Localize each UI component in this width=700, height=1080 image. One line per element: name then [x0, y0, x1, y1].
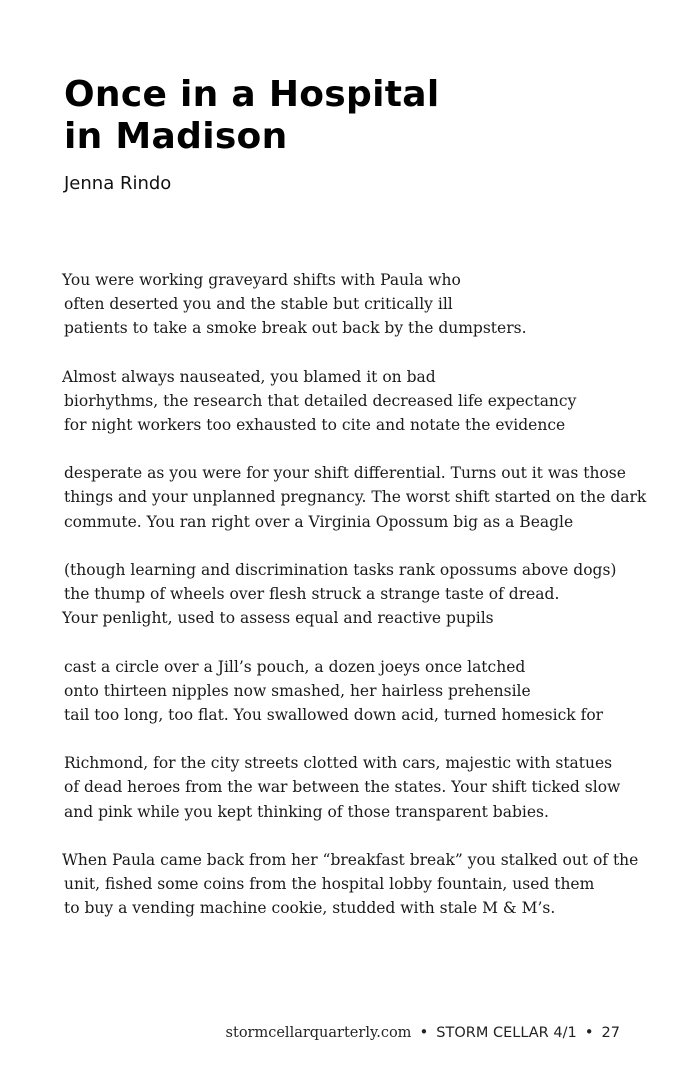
- stanza: [62, 655, 662, 727]
- stanza: [62, 365, 662, 437]
- poem-line: of dead heroes from the war between the states. Your shift ticked slow: [64, 778, 621, 797]
- poem-line: patients to take a smoke break out back by the dumpsters.: [64, 319, 527, 338]
- stanza: [62, 558, 662, 630]
- page-number: 27: [601, 1025, 620, 1041]
- poem-line: desperate as you were for your shift differential. Turns out it was those: [64, 464, 626, 483]
- poem-title: [64, 74, 624, 158]
- page-footer: [226, 1022, 620, 1043]
- footer-separator: •: [584, 1023, 594, 1041]
- poem-line: for night workers too exhausted to cite and notate the evidence: [64, 415, 566, 434]
- poem-author: Jenna Rindo: [64, 173, 172, 194]
- stanza: [62, 268, 662, 340]
- poem-title-line: in Madison: [64, 116, 288, 157]
- poem-line: You were working graveyard shifts with Paula who: [62, 271, 461, 289]
- poem-line: (though learning and discrimination tasks rank opossums above dogs): [64, 561, 617, 580]
- poem-line: the thump of wheels over flesh struck a strange taste of dread.: [64, 585, 560, 604]
- poem-line: When Paula came back from her “breakfast break” you stalked out of the: [62, 851, 639, 870]
- poem-line: cast a circle over a Jill’s pouch, a dozen joeys once latched: [64, 657, 526, 676]
- footer-separator: •: [419, 1023, 429, 1041]
- stanza: [62, 461, 662, 533]
- poem-line: Almost always nauseated, you blamed it on bad: [62, 367, 436, 386]
- poem-line: tail too long, too flat. You swallowed down acid, turned homesick for: [64, 705, 604, 724]
- poem-line: unit, fished some coins from the hospital lobby fountain, used them: [64, 875, 595, 894]
- poem-line: often deserted you and the stable but critically ill: [64, 295, 453, 314]
- poem-line: to buy a vending machine cookie, studded with stale M & M’s.: [64, 899, 556, 918]
- poem-line: Your penlight, used to assess equal and reactive pupils: [62, 609, 494, 628]
- poem-line: Richmond, for the city streets clotted with cars, majestic with statues: [64, 754, 613, 773]
- poem-line: and pink while you kept thinking of those transparent babies.: [64, 802, 549, 821]
- stanza: [62, 848, 662, 920]
- poem-line: commute. You ran right over a Virginia Opossum big as a Beagle: [64, 512, 574, 531]
- stanza: [62, 751, 662, 823]
- footer-website: stormcellarquarterly.com: [225, 1025, 412, 1041]
- poem-line: onto thirteen nipples now smashed, her hairless prehensile: [64, 681, 531, 700]
- poem-body: [62, 268, 662, 945]
- footer-journal-issue: STORM CELLAR 4/1: [436, 1025, 577, 1041]
- poem-line: things and your unplanned pregnancy. The worst shift started on the dark: [64, 488, 647, 507]
- poem-line: biorhythms, the research that detailed decreased life expectancy: [64, 391, 577, 410]
- poem-title-line: Once in a Hospital: [64, 74, 440, 115]
